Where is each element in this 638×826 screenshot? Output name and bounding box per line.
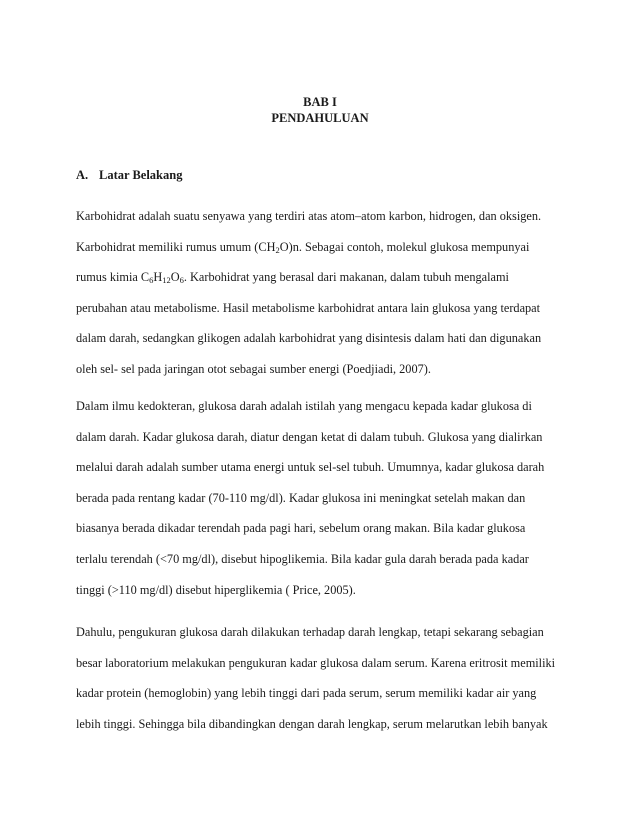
- text-run: . Karbohidrat yang berasal dari makanan, dalam tubuh mengalami: [183, 270, 509, 285]
- text-run: Karbohidrat memiliki rumus umum (CH: [76, 239, 276, 254]
- text-run: O)n. Sebagai contoh, molekul glukosa mempunyai: [279, 239, 530, 254]
- paragraph-line: dalam darah, sedangkan glikogen adalah karbohidrat yang disintesis dalam hati dan digunakan: [76, 331, 542, 346]
- section-title: Latar Belakang: [99, 168, 183, 182]
- paragraph-line: melalui darah adalah sumber utama energi untuk sel-sel tubuh. Umumnya, kadar glukosa darah: [76, 460, 545, 475]
- paragraph-line: biasanya berada dikadar terendah pada pagi hari, sebelum orang makan. Bila kadar glukosa: [76, 521, 526, 536]
- paragraph-line: Dahulu, pengukuran glukosa darah dilakukan terhadap darah lengkap, tetapi sekarang sebagian: [76, 625, 544, 639]
- paragraph-line: perubahan atau metabolisme. Hasil metabolisme karbohidrat antara lain glukosa yang terdapat: [76, 300, 541, 315]
- paragraph-line: dalam darah. Kadar glukosa darah, diatur dengan ketat di dalam tubuh. Glukosa yang dialirkan: [76, 429, 543, 444]
- paragraph-3: [76, 617, 576, 739]
- paragraph-2: [76, 391, 576, 605]
- text-run: H: [153, 270, 163, 285]
- subscript: 12: [162, 275, 171, 286]
- paragraph-line: besar laboratorium melakukan pengukuran kadar glukosa dalam serum. Karena eritrosit memiliki: [76, 655, 556, 670]
- paragraph-line: [76, 232, 576, 263]
- section-letter: A.: [76, 168, 89, 182]
- subscript: 2: [275, 244, 280, 255]
- paragraph-line: oleh sel- sel pada jaringan otot sebagai sumber energi (Poedjiadi, 2007).: [76, 361, 431, 376]
- text-run: O: [170, 270, 180, 285]
- paragraph-line: tinggi (>110 mg/dl) disebut hiperglikemia ( Price, 2005).: [76, 582, 356, 597]
- chapter-title: PENDAHULUAN: [271, 111, 369, 125]
- section-heading: [76, 168, 182, 183]
- subscript: 6: [179, 275, 184, 286]
- paragraph-line: Karbohidrat adalah suatu senyawa yang terdiri atas atom–atom karbon, hidrogen, dan oksigen.: [76, 209, 542, 223]
- paragraph-line: kadar protein (hemoglobin) yang lebih tinggi dari pada serum, serum memiliki kadar air yang: [76, 686, 537, 701]
- paragraph-line: berada pada rentang kadar (70-110 mg/dl). Kadar glukosa ini meningkat setelah makan dan: [76, 490, 526, 505]
- chapter-number: BAB I: [303, 95, 337, 109]
- paragraph-1: [76, 201, 576, 385]
- paragraph-line: [76, 262, 576, 293]
- text-run: rumus kimia C: [76, 270, 150, 285]
- paragraph-line: Dalam ilmu kedokteran, glukosa darah adalah istilah yang mengacu kepada kadar glukosa di: [76, 399, 532, 413]
- subscript: 6: [149, 275, 154, 286]
- paragraph-line: terlalu terendah (<70 mg/dl), disebut hipoglikemia. Bila kadar gula darah berada pada kadar: [76, 551, 529, 566]
- paragraph-line: lebih tinggi. Sehingga bila dibandingkan dengan darah lengkap, serum melarutkan lebih banyak: [76, 716, 548, 731]
